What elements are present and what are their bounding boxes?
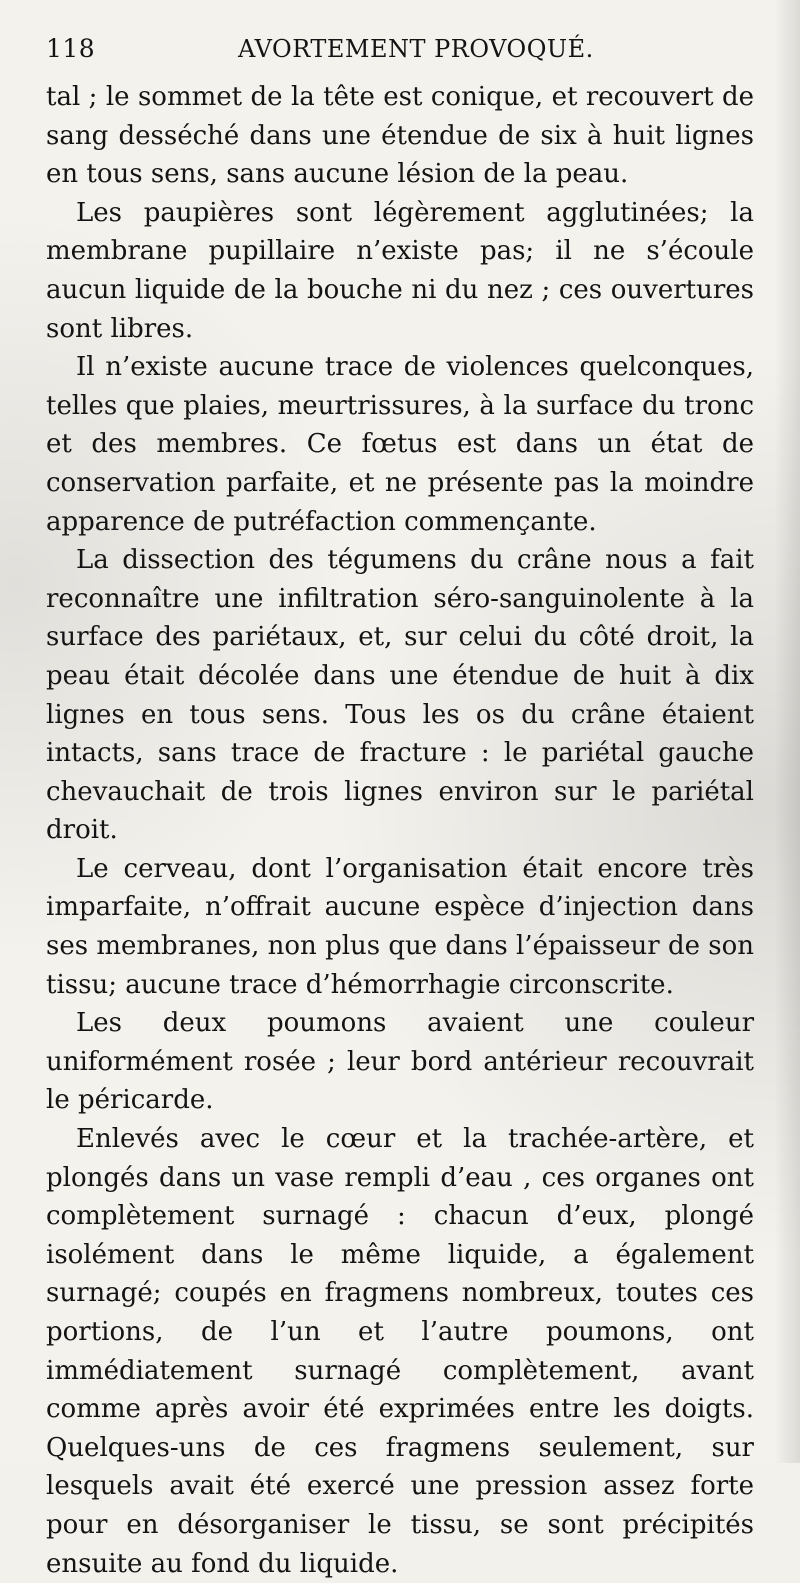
paragraph-brain: Le cerveau, dont l’organisation était encore très imparfaite, n’offrait aucune espèce d’injection dans ses membranes, non plus que dans l’épaisseur de son tissu; aucune trace d’hémorrhagie circonscrite.	[46, 853, 754, 1000]
paragraph-eyelids: Les paupières sont légèrement agglutinées; la membrane pupillaire n’existe pas; il ne s’écoule aucun liquide de la bouche ni du nez ; ces ouvertures sont libres.	[46, 197, 754, 344]
paragraph-continuation: tal ; le sommet de la tête est conique, et recouvert de sang desséché dans une étendue de six à huit lignes en tous sens, sans aucune lésion de la peau.	[46, 82, 754, 190]
page-header	[46, 34, 754, 78]
paragraph-skull-dissection: La dissection des tégumens du crâne nous a fait reconnaître une infiltration séro-sanguinolente à la surface des pariétaux, et, sur celui du côté droit, la peau était décolée dans une étendue de huit à dix lignes en tous sens. Tous les os du crâne étaient intacts, sans trace de fracture : le pariétal gauche chevauchait de trois lignes environ sur le pariétal droit.	[46, 545, 754, 846]
paragraph-no-violence: Il n’existe aucune trace de violences quelconques, telles que plaies, meurtrissures, à la surface du tronc et des membres. Ce fœtus est dans un état de conservation parfaite, et ne présente pas la moindre apparence de putréfaction commençante.	[46, 352, 754, 537]
paragraph-lungs: Les deux poumons avaient une couleur uniformément rosée ; leur bord antérieur recouvrait le péricarde.	[46, 1008, 754, 1116]
paragraph-flotation-test: Enlevés avec le cœur et la trachée-artère, et plongés dans un vase rempli d’eau , ces organes ont complètement surnagé : chacun d’eux, plongé isolément dans le même liquide, a également surnagé; coupés en fragmens nombreux, toutes ces portions, de l’un et l’autre poumons, ont immédiatement surnagé complètement, avant comme après avoir été exprimées entre les doigts. Quelques-uns de ces fragmens seulement, sur lesquels avait été exercé une pression assez forte pour en désorganiser le tissu, se sont précipités ensuite au fond du liquide.	[46, 1124, 754, 1579]
page-number: 118	[46, 34, 96, 63]
running-title: AVORTEMENT PROVOQUÉ.	[238, 35, 594, 63]
body-text	[46, 78, 754, 1583]
page-edge-shadow	[774, 0, 800, 1463]
